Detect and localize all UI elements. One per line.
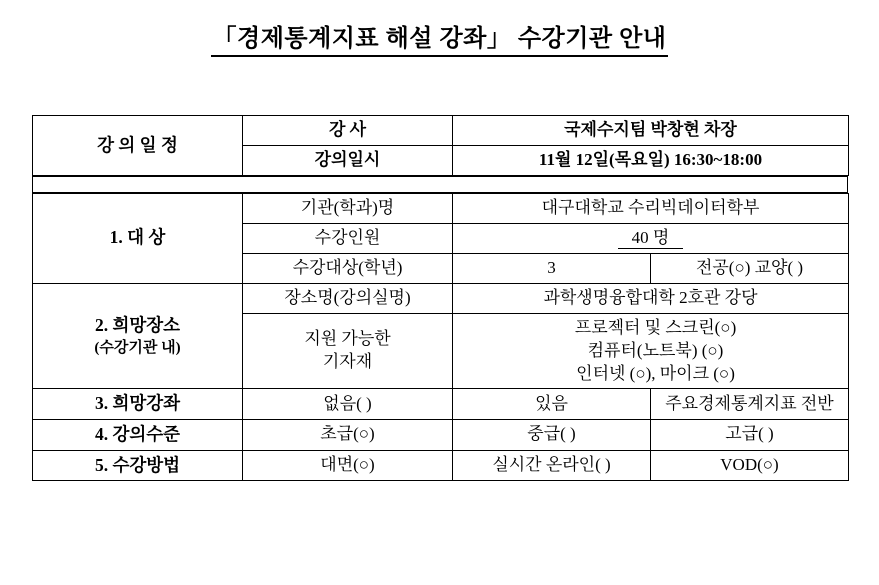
option-level-basic: 초급(○) [243, 420, 453, 451]
table-row [33, 283, 849, 313]
row-value-target-type: 전공(○) 교양( ) [651, 253, 849, 283]
row-value-venue: 과학생명융합대학 2호관 강당 [453, 283, 849, 313]
row-key-venue: 장소명(강의실명) [243, 283, 453, 313]
table-row [33, 450, 849, 481]
section-label-4 [33, 420, 243, 451]
section-subtitle-2: (수강기관 내) [94, 340, 181, 357]
option-method-offline: 대면(○) [243, 450, 453, 481]
table-row [33, 116, 849, 146]
option-course-yes: 있음 [453, 389, 651, 420]
row-value-institution: 대구대학교 수리빅데이터학부 [453, 193, 849, 223]
row-value-headcount: 40 명 [453, 223, 849, 253]
equipment-item: 프로젝터 및 스크린(○) [574, 317, 737, 337]
row-key-equipment [243, 313, 453, 389]
section-title-1: 대 상 [127, 227, 166, 248]
section-title-2: 희망장소 [112, 314, 181, 335]
page-title [0, 0, 879, 55]
row-key-headcount: 수강인원 [243, 223, 453, 253]
section-no-3: 3. [94, 393, 109, 414]
instructor-value: 국제수지팀 박창현 차장 [453, 116, 849, 146]
option-course-detail: 주요경제통계지표 전반 [651, 389, 849, 420]
schedule-row-label: 강 의 일 정 [33, 116, 243, 176]
page-title-text: 「경제통계지표 해설 강좌」 수강기관 안내 [211, 26, 669, 57]
row-value-target-year: 3 [453, 253, 651, 283]
table-row [33, 420, 849, 451]
option-method-live-online: 실시간 온라인( ) [453, 450, 651, 481]
equipment-item: 컴퓨터(노트북) (○) [587, 340, 724, 360]
section-title-5: 수강방법 [112, 454, 181, 475]
section-no-4: 4. [94, 424, 109, 445]
section-label-3 [33, 389, 243, 420]
option-level-intermediate: 중급( ) [453, 420, 651, 451]
row-key-equipment-line2: 기자재 [322, 352, 373, 372]
section-no-5: 5. [94, 454, 109, 475]
option-course-none: 없음( ) [243, 389, 453, 420]
details-table [32, 193, 849, 481]
section-label-1 [33, 193, 243, 283]
option-method-vod: VOD(○) [651, 450, 849, 481]
table-row [33, 193, 849, 223]
instructor-label: 강 사 [243, 116, 453, 146]
datetime-label: 강의일시 [243, 145, 453, 175]
section-title-4: 강의수준 [112, 424, 181, 445]
spacer-table [32, 176, 848, 193]
row-key-equipment-line1: 지원 가능한 [304, 329, 391, 349]
schedule-table [32, 115, 849, 176]
section-no-1: 1. [109, 227, 123, 248]
equipment-item: 인터넷 (○), 마이크 (○) [576, 363, 735, 383]
section-no-2: 2. [94, 314, 109, 335]
row-key-institution: 기관(학과)명 [243, 193, 453, 223]
row-key-target-year: 수강대상(학년) [243, 253, 453, 283]
section-title-3: 희망강좌 [112, 393, 181, 414]
datetime-value: 11월 12일(목요일) 16:30~18:00 [453, 145, 849, 175]
row-value-equipment [453, 313, 849, 389]
option-level-advanced: 고급( ) [651, 420, 849, 451]
section-label-5 [33, 450, 243, 481]
section-label-2 [33, 283, 243, 389]
table-row [33, 389, 849, 420]
